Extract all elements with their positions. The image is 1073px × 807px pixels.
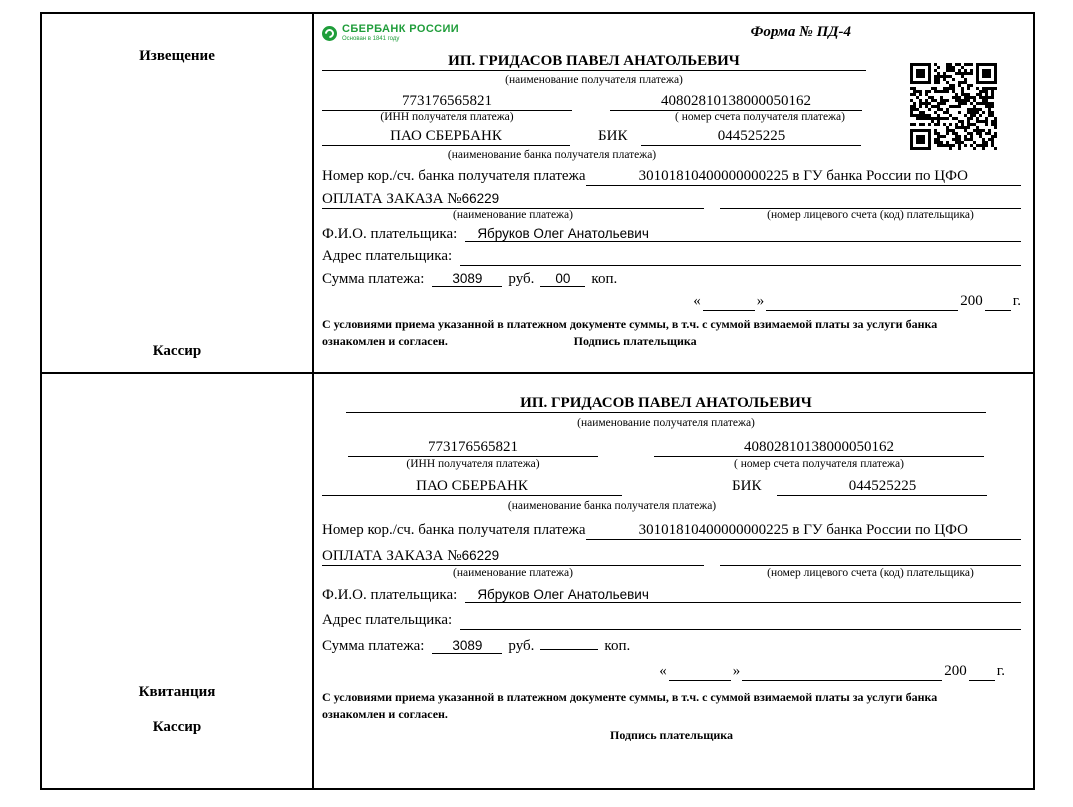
bank-hint: (наименование банка получателя платежа) [507,500,717,512]
payer-fio-label: Ф.И.О. плательщика: [322,226,458,242]
cashier-label-top: Кассир [152,343,202,359]
payer-fio-row [322,226,1021,243]
bank-name: ПАО СБЕРБАНК [322,128,570,146]
recipient-name: ИП. ГРИДАСОВ ПАВЕЛ АНАТОЛЬЕВИЧ [346,395,986,413]
payment-name: ОПЛАТА ЗАКАЗА №66229 [322,191,704,209]
receipt-section [42,372,1033,788]
agreement-line1: С условиями приема указанной в платежном документе суммы, в т.ч. с суммой взимаемой платы за услуги банка [322,317,938,331]
sberbank-logo [322,24,459,42]
sberbank-logo-tagline: Основан в 1841 году [342,36,400,42]
receipt-stub [42,374,314,788]
account-hint: ( номер счета получателя платежа) [734,458,904,470]
order-number: 66229 [461,191,500,206]
agreement-line1: С условиями приема указанной в платежном документе суммы, в т.ч. с суммой взимаемой платы за услуги банка [322,690,938,704]
account-value: 40802810138000050162 [610,93,862,111]
inn-hint: (ИНН получателя платежа) [380,111,514,123]
payer-fio-row [322,587,1021,604]
payment-hint: (наименование платежа) [453,209,573,221]
recipient-name: ИП. ГРИДАСОВ ПАВЕЛ АНАТОЛЬЕВИЧ [322,53,866,71]
notice-section [42,14,1033,372]
agreement-line2: ознакомлен и согласен. [322,706,448,721]
agreement-line2: ознакомлен и согласен. [322,333,448,348]
amount-kop [540,649,598,650]
notice-label: Извещение [139,48,215,64]
inn-account-row [322,439,1021,457]
bik-label: БИК [732,478,762,494]
agreement-text [322,689,1021,743]
payer-name: Ябруков Олег Анатольевич [465,226,1021,242]
sum-row [322,638,1021,655]
recipient-hint: (наименование получателя платежа) [577,417,755,429]
amount-kop: 00 [540,271,585,287]
account-value: 40802810138000050162 [654,439,984,457]
corr-value: 30101810400000000225 в ГУ банка России по ЦФО [586,168,1021,186]
kop-label: коп. [591,271,618,287]
corr-row [322,522,1021,540]
bik-value: 044525225 [641,128,861,146]
payer-address-label: Адрес плательщика: [322,248,453,264]
receipt-label: Квитанция [138,684,216,700]
payer-fio-label: Ф.И.О. плательщика: [322,587,458,603]
date-row [322,663,1005,681]
sberbank-logo-icon [322,26,337,41]
year-suffix: г. [1012,293,1021,309]
payer-address-line [460,248,1021,266]
sum-row [322,271,1021,288]
cashier-label-bottom: Кассир [152,719,202,735]
sum-label: Сумма платежа: [322,638,425,654]
date-day-line [703,293,755,311]
date-day-line [669,663,731,681]
bank-name: ПАО СБЕРБАНК [322,478,622,496]
payer-address-label: Адрес плательщика: [322,612,453,628]
notice-stub [42,14,314,372]
payment-name: ОПЛАТА ЗАКАЗА №66229 [322,548,704,566]
form-document [40,12,1035,790]
bik-value: 044525225 [777,478,987,496]
quote-open: « [659,663,667,679]
payer-address-row [322,248,1021,266]
payment-row [322,191,1021,209]
date-month-line [742,663,942,681]
inn-value: 773176565821 [348,439,598,457]
inn-value: 773176565821 [322,93,572,111]
personal-hint: (номер лицевого счета (код) плательщика) [767,567,974,579]
date-year-line [985,293,1011,311]
inn-hint: (ИНН получателя платежа) [406,458,540,470]
date-year-line [969,663,995,681]
signature-label-bottom: Подпись плательщика [610,727,733,742]
kop-label: коп. [604,638,631,654]
sum-label: Сумма платежа: [322,271,425,287]
date-month-line [766,293,958,311]
payer-address-line [460,612,1021,630]
year-prefix: 200 [960,293,983,309]
payer-address-row [322,612,1021,630]
quote-open: « [693,293,701,309]
notice-content [314,14,1033,372]
bank-row [322,478,1021,496]
header-row [322,24,1021,48]
amount-rub: 3089 [432,638,502,654]
payment-row [322,548,1021,566]
signature-label-top: Подпись плательщика [573,333,697,348]
sberbank-logo-text: СБЕРБАНК РОССИИ [342,23,460,35]
personal-account-line [720,548,1021,566]
agreement-text [322,316,1021,350]
receipt-content [314,374,1033,788]
bank-hint: (наименование банка получателя платежа) [447,149,657,161]
corr-value: 30101810400000000225 в ГУ банка России по ЦФО [586,522,1021,540]
amount-rub: 3089 [432,271,502,287]
corr-label: Номер кор./сч. банка получателя платежа [322,168,586,184]
year-prefix: 200 [944,663,967,679]
bik-label: БИК [598,128,628,144]
order-number: 66229 [461,548,500,563]
rub-label: руб. [508,271,535,287]
recipient-hint: (наименование получателя платежа) [505,74,683,86]
date-row [322,293,1021,311]
quote-close: » [732,663,741,679]
payer-name: Ябруков Олег Анатольевич [465,587,1021,603]
qr-code [910,63,997,150]
corr-row [322,168,1021,186]
corr-label: Номер кор./сч. банка получателя платежа [322,522,586,538]
account-hint: ( номер счета получателя платежа) [675,111,845,123]
quote-close: » [756,293,765,309]
personal-account-line [720,191,1021,209]
personal-hint: (номер лицевого счета (код) плательщика) [767,209,974,221]
payment-hint: (наименование платежа) [453,567,573,579]
form-title: Форма № ПД-4 [750,24,851,40]
rub-label: руб. [508,638,535,654]
year-suffix: г. [996,663,1005,679]
